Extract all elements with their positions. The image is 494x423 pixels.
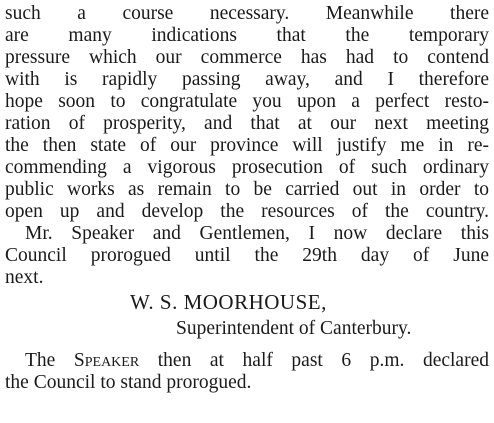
signature-title: Superintendent of Canterbury. [176,318,412,339]
text-line: pressure which our commerce has had to contend [5,47,489,68]
text-line: the then state of our province will justify me in re- [5,135,489,156]
text-line: are many indications that the temporary [5,25,489,46]
text-line: Council prorogued until the 29th day of June [5,245,489,266]
speaker-word: Speaker [73,350,140,371]
text-line: hope soon to congratulate you upon a perfect resto- [5,91,489,112]
closing-text-before: The [25,350,74,371]
text-line: next. [5,267,44,288]
signature-name: W. S. MOORHOUSE, [130,290,327,314]
closing-line: the Council to stand prorogued. [5,372,252,393]
closing-line [25,350,489,372]
text-line: with is rapidly passing away, and I therefore [5,69,489,90]
text-line: ration of prosperity, and that at our next meeting [5,113,489,134]
closing-text-after: then at half past 6 p.m. declared [139,350,489,371]
text-line: commending a vigorous prosecution of such ordinary [5,157,489,178]
text-line: open up and develop the resources of the country. [5,201,489,222]
text-line: such a course necessary. Meanwhile there [5,3,489,24]
text-line: public works as remain to be carried out in order to [5,179,489,200]
text-line: Mr. Speaker and Gentlemen, I now declare this [25,223,489,244]
